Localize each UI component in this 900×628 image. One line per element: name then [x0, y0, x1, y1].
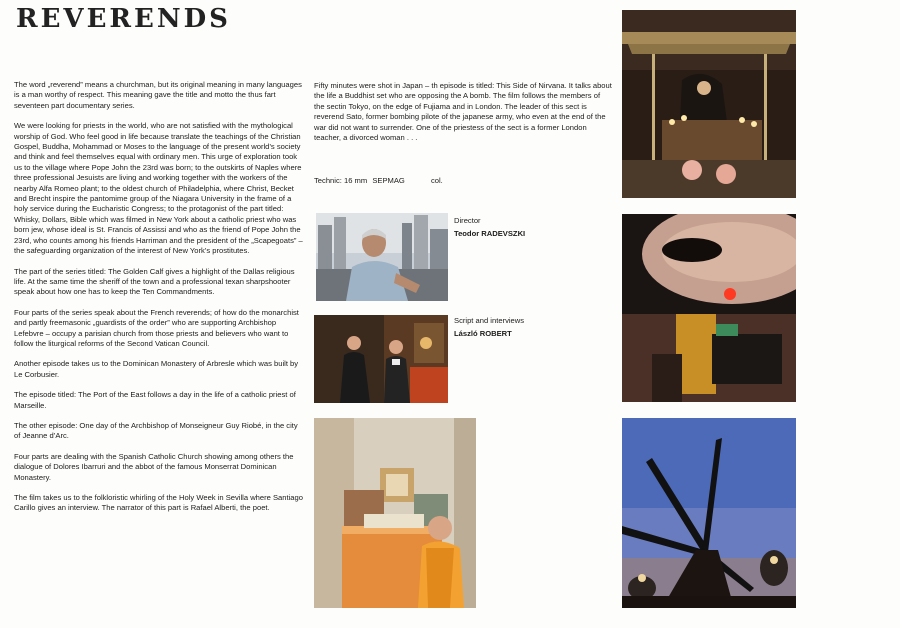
photo-interview — [314, 315, 448, 403]
paragraph: We were looking for priests in the world, who are not satisfied with the mythological worship of God. Who feel good in life because translate the teachings of the Christian Gospel, Buddha, Mohammad or Moses to the language of the present world’s society and think and feel themselves equal with ordinary men. This urge of exploration took us to the village where Pope John the 23rd was born; to the outskirts of Naples where three professional Jesuists are living and working together with the workers of the nearby Alfa Romeo plant; to the oldest church of Philadelphia, where Christ, Becket and Brecht inspire the pantomime group of the Niagara University in the frame of a holy service during the Eucharistic Congress; to the protagonist of the part titled: Whisky, Dollars, Bible which was filmed in New York about a catholic priest who was born jew, whose ideal is St. Francis of Assissi and who as the friend of Pope John the 23rd, who counts among his friends Harriman and the president of the „Scapegoats” – the safeguarding organization of the interest of New York’s prostitutes. — [14, 121, 303, 256]
body-text-left-column — [14, 80, 304, 524]
paragraph: The film takes us to the folkloristic whirling of the Holy Week in Sevilla where Santiago Carillo gives an interview. The narrator of this part is Rafael Alberti, the poet. — [14, 493, 303, 513]
photo-buddhist-altar — [314, 418, 476, 608]
director-name: Teodor RADEVSZKI — [454, 229, 526, 239]
technic-color: col. — [430, 176, 443, 185]
paragraph: The other episode: One day of the Archbishop of Monseigneur Guy Riobé, in the city of Jeanne d’Arc. — [14, 420, 298, 441]
page-title: REVERENDS — [16, 4, 231, 34]
paragraph: Four parts are dealing with the Spanish Catholic Church showing among others the dialogue of Dolores Ibarruri and the abbot of the famous Monserrat Dominican Monastery. — [14, 451, 294, 482]
technic-label: Technic: 16 mm — [314, 176, 368, 185]
paragraph: Four parts of the series speak about the French reverends; of how do the monarchist and partly freemasonic „guardists of the order” who are supporting Archbishop Lefebvre – occupy a parisian church from those priests and believers who want to follow the liturgical reforms of the Second Vatican Council. — [14, 307, 299, 348]
director-label: Director — [454, 216, 481, 225]
paragraph: The part of the series titled: The Golden Calf gives a highlight of the Dallas religious life. At the same time the sheriff of the town and a professional texan sharpshooter speak about how one has to keep the Ten Commandments. — [14, 266, 295, 297]
photo-chapel-interior — [622, 214, 796, 402]
caption-script — [454, 316, 524, 340]
technic-format: SEPMAG — [372, 176, 405, 185]
body-text-middle-column — [314, 81, 612, 153]
paragraph-japan: Fifty minutes were shot in Japan – th episode is titled: This Side of Nirvana. It talks about the life a Buddhist set who are opposing the A bomb. The film follows the members of the sectin Tokyo, on the edge of Fujiama and in London. The leader of this sect is reverend Sato, former bombing pilote of the japanese army, who even at the end of the war did not want to surrender. One of the priestess of the sect is a former London teacher, a divorced woman . . . — [314, 81, 612, 143]
script-name: László ROBERT — [454, 329, 512, 339]
paragraph: The episode titled: The Port of the East follows a day in the life of a catholic priest of Marseille. — [14, 390, 296, 410]
photo-windmill — [622, 418, 796, 608]
paragraph: The word „reverend” means a churchman, but its original meaning in many languages is a man worthy of respect. This meaning gave the title and motto the thus fart seventeen part documentary series. — [14, 80, 302, 110]
paragraph: Another episode takes us to the Dominican Monastery of Arbresle which was built by Le Corbusier. — [14, 359, 299, 379]
caption-director — [454, 216, 525, 240]
photo-director — [316, 213, 448, 301]
photo-holy-week-float — [622, 10, 796, 198]
script-label: Script and interviews — [454, 316, 525, 325]
technic-line — [314, 176, 443, 185]
